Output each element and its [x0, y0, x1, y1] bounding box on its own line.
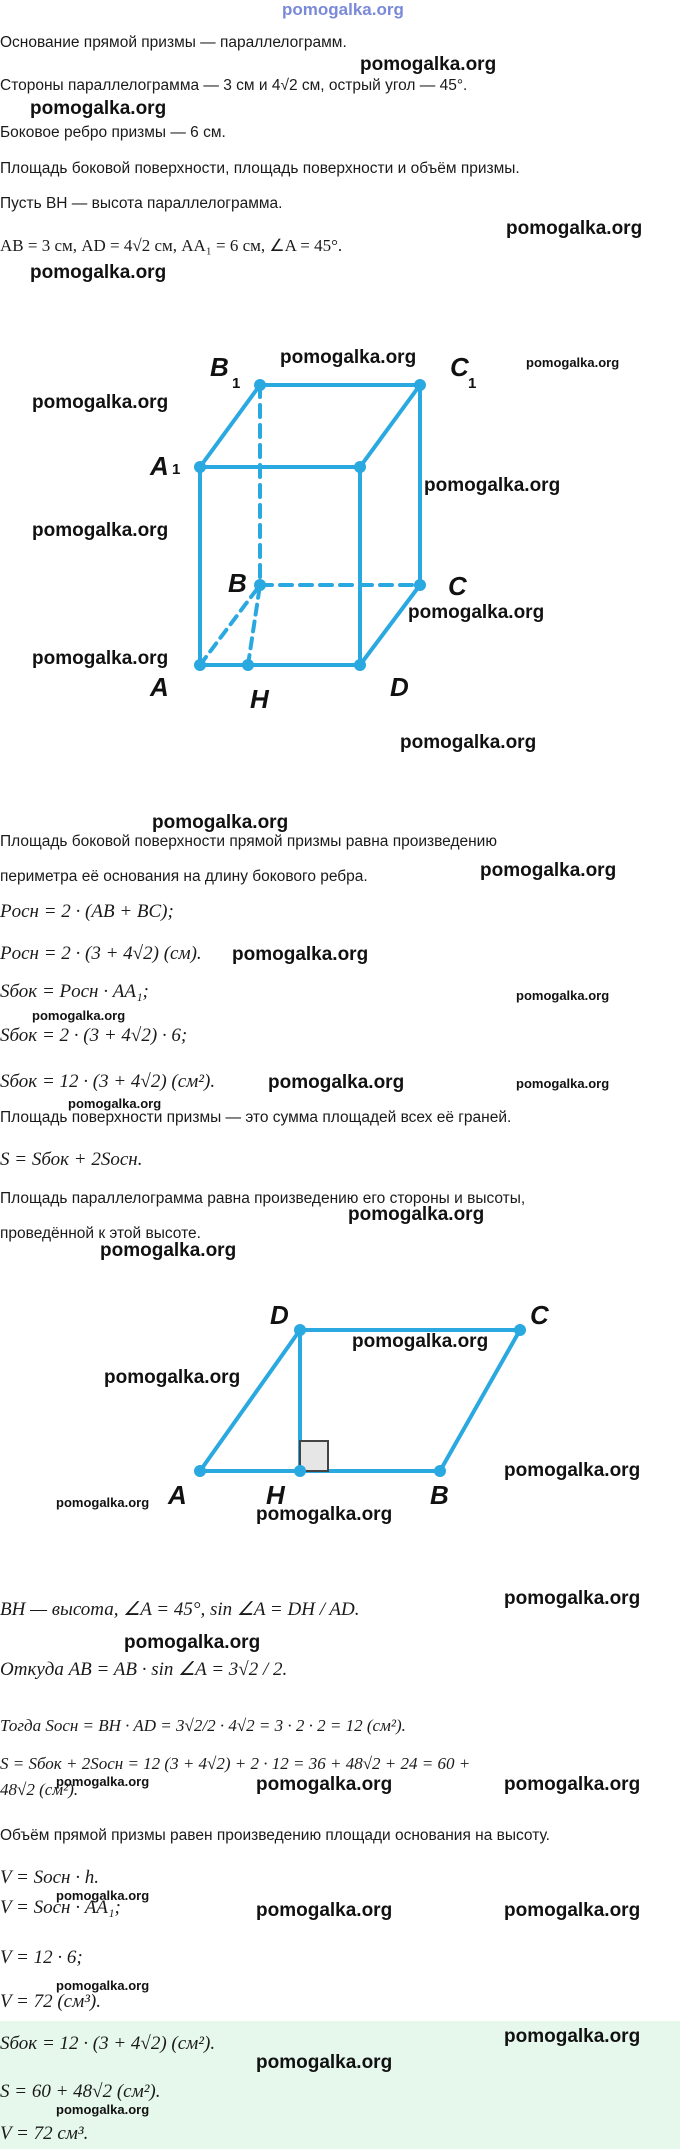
vertex-label-h: H: [266, 1480, 285, 1510]
formula-p-osn-1: Pосн = 2 · (AB + BC);: [0, 901, 174, 922]
formula-v-3: V = 12 · 6;: [0, 1947, 83, 1968]
given-line-3: Боковое ребро призмы — 6 см.: [0, 124, 226, 141]
formula-s-total: S = Sбок + 2Sосн.: [0, 1149, 143, 1170]
watermark: pomogalka.org: [516, 1076, 610, 1091]
vertex-label-h: H: [250, 684, 269, 714]
watermark: pomogalka.org: [32, 392, 169, 413]
site-header-logo[interactable]: pomogalka.org: [282, 0, 404, 19]
watermark: pomogalka.org: [280, 347, 417, 368]
watermark: pomogalka.org: [56, 1495, 150, 1510]
solution-para-4: Площадь параллелограмма равна произведению его стороны и высоты,: [0, 1190, 526, 1207]
formula-s-bok-1: Sбок = Pосн · AA₁;: [0, 981, 149, 1002]
solution-para-6: Объём прямой призмы равен произведению площади основания на высоту.: [0, 1827, 550, 1844]
watermark: pomogalka.org: [56, 2102, 150, 2117]
watermark: pomogalka.org: [256, 1504, 393, 1525]
watermark: pomogalka.org: [56, 1978, 150, 1993]
solution-para-2: периметра её основания на длину бокового ребра.: [0, 868, 368, 885]
watermark: pomogalka.org: [32, 648, 169, 669]
answer-s-bok: Sбок = 12 · (3 + 4√2) (см²).: [0, 2033, 216, 2054]
watermark: pomogalka.org: [124, 1632, 261, 1653]
watermark: pomogalka.org: [32, 1008, 126, 1023]
formula-s-bok-3: Sбок = 12 · (3 + 4√2) (см²).: [0, 1071, 216, 1092]
watermark: pomogalka.org: [526, 355, 620, 370]
formula-v-4: V = 72 (см³).: [0, 1991, 101, 2012]
watermark: pomogalka.org: [30, 98, 167, 119]
watermark: pomogalka.org: [504, 2026, 641, 2047]
watermark: pomogalka.org: [348, 1204, 485, 1225]
formula-ab: Откуда AB = AB · sin ∠A = 3√2 / 2.: [0, 1659, 288, 1680]
watermark: pomogalka.org: [400, 732, 537, 753]
watermark: pomogalka.org: [408, 602, 545, 623]
vertex-label-c: C: [530, 1300, 549, 1330]
answer-s-total: S = 60 + 48√2 (см²).: [0, 2081, 161, 2102]
watermark: pomogalka.org: [152, 812, 289, 833]
watermark: pomogalka.org: [516, 988, 610, 1003]
watermark: pomogalka.org: [104, 1367, 241, 1388]
vertex-label-b: B: [228, 568, 247, 598]
vertex-label-a1: A: [150, 451, 169, 481]
given-line-5: Пусть BH — высота параллелограмма.: [0, 195, 283, 212]
watermark: pomogalka.org: [268, 1072, 405, 1093]
watermark: pomogalka.org: [232, 944, 369, 965]
vertex-label-c: C: [448, 571, 467, 601]
formula-v-2: V = Sосн · AA₁;: [0, 1897, 121, 1918]
watermark: pomogalka.org: [30, 262, 167, 283]
solution-para-5: проведённой к этой высоте.: [0, 1225, 201, 1242]
watermark: pomogalka.org: [424, 475, 561, 496]
solution-para-1: Площадь боковой поверхности прямой призмы равна произведению: [0, 833, 497, 850]
formula-s-sum-1: S = Sбок + 2Sосн = 12 (3 + 4√2) + 2 · 12 = 36 + 48√2 + 24 = 60 +: [0, 1754, 471, 1773]
given-line-1: Основание прямой призмы — параллелограмм.: [0, 34, 347, 51]
vertex-label-d: D: [390, 672, 409, 702]
watermark: pomogalka.org: [352, 1331, 489, 1352]
watermark: pomogalka.org: [32, 520, 169, 541]
vertex-label-b: B: [430, 1480, 449, 1510]
formula-v-1: V = Sосн · h.: [0, 1867, 99, 1888]
formula-s-bok-2: Sбок = 2 · (3 + 4√2) · 6;: [0, 1025, 188, 1046]
watermark: pomogalka.org: [56, 1888, 150, 1903]
watermark: pomogalka.org: [56, 1774, 150, 1789]
watermark: pomogalka.org: [68, 1096, 162, 1111]
given-line-6: AB = 3 см, AD = 4√2 см, AA₁ = 6 см, ∠A = 45°.: [0, 236, 343, 255]
watermark: pomogalka.org: [100, 1240, 237, 1261]
formula-p-osn-2: Pосн = 2 · (3 + 4√2) (см).: [0, 943, 202, 964]
formula-height-sin: BH — высота, ∠A = 45°, sin ∠A = DH / AD.: [0, 1599, 360, 1620]
watermark: pomogalka.org: [480, 860, 617, 881]
subscript-1: 1: [468, 375, 477, 392]
subscript-1: 1: [172, 461, 181, 478]
solution-para-3: Площадь поверхности призмы — это сумма площадей всех её граней.: [0, 1109, 512, 1126]
vertex-label-b1: B: [210, 352, 229, 382]
given-line-2: Стороны параллелограмма — 3 см и 4√2 см, острый угол — 45°.: [0, 77, 468, 94]
vertex-label-d: D: [270, 1300, 289, 1330]
given-line-4: Площадь боковой поверхности, площадь поверхности и объём призмы.: [0, 160, 520, 177]
watermark: pomogalka.org: [506, 218, 643, 239]
vertex-label-a: A: [168, 1480, 187, 1510]
watermark: pomogalka.org: [504, 1460, 641, 1481]
vertex-label-a: A: [150, 672, 169, 702]
watermark: pomogalka.org: [360, 54, 497, 75]
watermark: pomogalka.org: [504, 1588, 641, 1609]
formula-s-sum-2: 48√2 (см²).: [0, 1780, 79, 1799]
watermark: pomogalka.org: [256, 1900, 393, 1921]
vertex-label-c1: C: [450, 352, 469, 382]
watermark: pomogalka.org: [256, 1774, 393, 1795]
watermark: pomogalka.org: [504, 1900, 641, 1921]
answer-volume: V = 72 см³.: [0, 2123, 89, 2144]
formula-s-osn: Тогда Sосн = BH · AD = 3√2/2 · 4√2 = 3 · 2 · 2 = 12 (см²).: [0, 1716, 406, 1735]
watermark: pomogalka.org: [504, 1774, 641, 1795]
subscript-1: 1: [232, 375, 241, 392]
watermark: pomogalka.org: [256, 2052, 393, 2073]
